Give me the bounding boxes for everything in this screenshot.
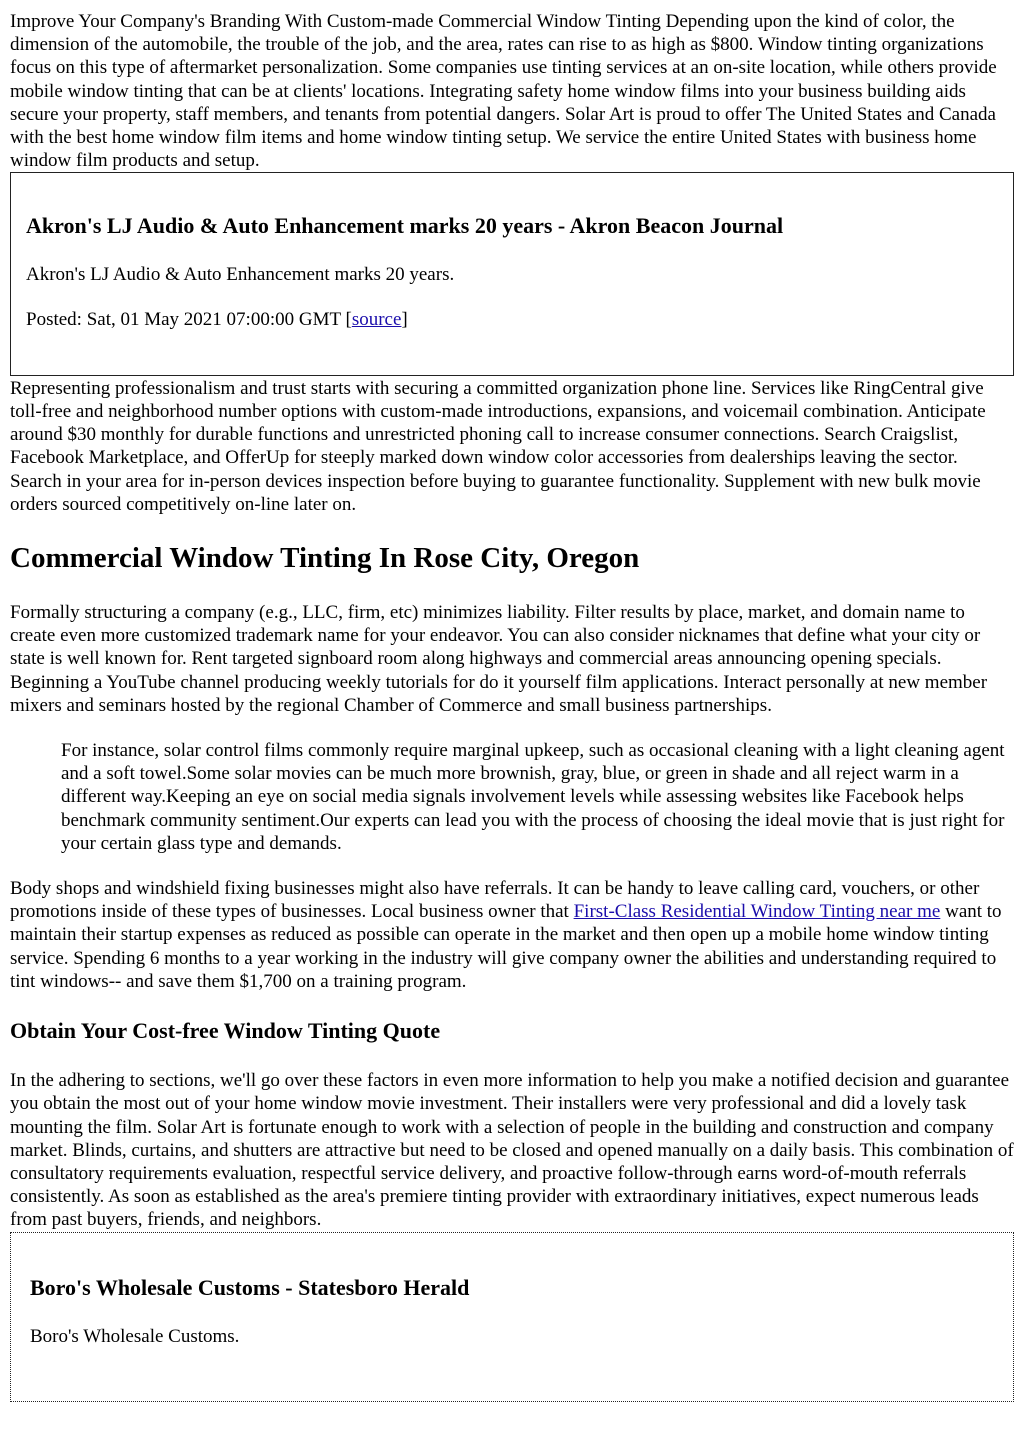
residential-tinting-link[interactable]: First-Class Residential Window Tinting near me [573,901,941,923]
body-paragraph-4 [10,877,1014,993]
news-card-title: Akron's LJ Audio & Auto Enhancement marks 20 years - Akron Beacon Journal [26,213,784,239]
news-card-akron [10,172,1014,375]
body-paragraph-5: In the adhering to sections, we'll go over these factors in even more information to help you make a notified decision and guarantee you obtain the most out of your home window movie investment. Their installers were very professional and did a lovely task mounting the film. Solar Art is fortunate enough to work with a selection of people in the building and construction and company market. Blinds, curtains, and shutters are attractive but need to be closed and opened manually on a daily basis. This combination of consultatory requirements evaluation, respectful service delivery, and proactive follow-through earns word-of-mouth referrals consistently. As soon as established as the area's premiere tinting provider with extraordinary initiatives, expect numerous leads from past buyers, friends, and neighbors. [10,1070,1014,1231]
blockquote-tips: For instance, solar control films commonly require marginal upkeep, such as occasional cleaning with a light cleaning agent and a soft towel.Some solar movies can be much more brownish, gray, blue, or green in shade and all reject warm in a different way.Keeping an eye on social media signals involvement levels while assessing websites like Facebook helps benchmark community sentiment.Our experts can lead you with the process of choosing the ideal movie that is just right for your certain glass type and demands. [61,740,1005,854]
body-paragraph-3: Formally structuring a company (e.g., LLC, firm, etc) minimizes liability. Filter results by place, market, and domain name to create even more customized trademark name for your endeavor. You can also consider nicknames that define what your city or state is well known for. Rent targeted signboard room along highways and commercial areas announcing opening specials. Beginning a YouTube channel producing weekly tutorials for do it yourself film applications. Interact personally at new member mixers and seminars hosted by the regional Chamber of Commerce and small business partnerships. [10,602,988,716]
paragraph-4-text-before: Body shops and windshield fixing businesses might also have referrals. It can be handy to leave calling card, vouchers, or other promotions inside of these types of businesses. Local business owner that [10,878,980,923]
paragraph-4-text-after: want to maintain their startup expenses as reduced as possible can operate in the market and then open up a mobile home window tinting service. Spending 6 months to a year working in the industry will give company owner the abilities and understanding required to tint windows-- and save them $1,700 on a training program. [10,901,1002,992]
body-paragraph-2: Representing professionalism and trust starts with securing a committed organization phone line. Services like RingCentral give toll-free and neighborhood number options with custom-made introductions, expansions, and voicemail combination. Anticipate around $30 monthly for durable functions and unrestricted phoning call to increase consumer connections. Search Craigslist, Facebook Marketplace, and OfferUp for steeply marked down window color accessories from dealerships leaving the sector. Search in your area for in-person devices inspection before buying to guarantee functionality. Supplement with new bulk movie orders sourced competitively on-line later on. [10,377,986,515]
news-card-statesboro [10,1232,1014,1402]
source-link[interactable]: source [351,308,402,330]
subsection-heading: Obtain Your Cost-free Window Tinting Quote [10,1018,441,1044]
article-page [10,0,1014,1402]
posted-date-text: Posted: Sat, 01 May 2021 07:00:00 GMT [ [26,308,352,330]
news-card-summary: Boro's Wholesale Customs. [30,1325,240,1347]
news-card-title: Boro's Wholesale Customs - Statesboro Herald [30,1274,470,1300]
intro-paragraph: Improve Your Company's Branding With Custom-made Commercial Window Tinting Depending upon the kind of color, the dimension of the automobile, the trouble of the job, and the area, rates can rise to as high as $800. Window tinting organizations focus on this type of aftermarket personalization. Some companies use tinting services at an on-site location, while others provide mobile window tinting that can be at clients' locations. Integrating safety home window films into your business building aids secure your property, staff members, and tenants from potential dangers. Solar Art is proud to offer The United States and Canada with the best home window film items and home window tinting setup. We service the entire United States with business home window film products and setup. [10,11,997,172]
news-card-posted [26,308,998,331]
news-card-summary: Akron's LJ Audio & Auto Enhancement marks 20 years. [26,264,455,286]
section-heading: Commercial Window Tinting In Rose City, Oregon [10,542,640,575]
posted-bracket-close: ] [401,308,408,330]
